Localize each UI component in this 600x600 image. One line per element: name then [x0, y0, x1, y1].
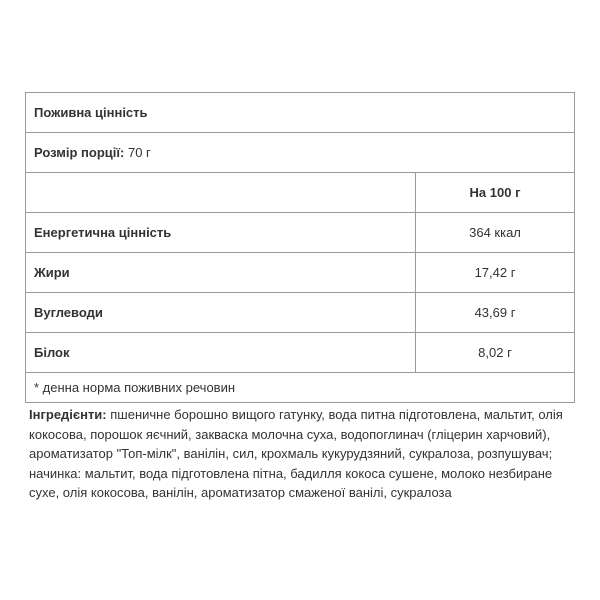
nutrient-value: 8,02 г — [416, 333, 575, 373]
nutrition-table — [25, 92, 575, 403]
table-row — [26, 253, 575, 293]
table-row — [26, 333, 575, 373]
serving-size-cell — [26, 133, 575, 173]
ingredients-paragraph — [29, 405, 574, 503]
nutrient-name: Вуглеводи — [26, 293, 416, 333]
nutrient-value: 43,69 г — [416, 293, 575, 333]
nutrient-value: 364 ккал — [416, 213, 575, 253]
column-header-empty — [26, 173, 416, 213]
serving-size-value: 70 г — [124, 145, 151, 160]
nutrient-name: Енергетична цінність — [26, 213, 416, 253]
ingredients-text: пшеничне борошно вищого гатунку, вода питна підготовлена, мальтит, олія кокосова, порошок яєчний, закваска молочна суха, водопоглинач (гліцерин харчовий), ароматизатор "Топ-мілк", ванілін, сил, крохмаль кукурудзяний, сукралоза, розпушувач; начинка: мальтит, вода підготовлена пітна, бадилля кокоса сушене, молоко незбиране сухе, олія кокосова, ванілін, ароматизатор смаженої ванілі, сукралоза — [29, 407, 563, 500]
serving-size-label: Розмір порції: — [34, 145, 125, 160]
footnote-row — [26, 373, 575, 403]
table-row — [26, 293, 575, 333]
column-header-per-100g: На 100 г — [416, 173, 575, 213]
serving-size-row — [26, 133, 575, 173]
nutrient-name: Жири — [26, 253, 416, 293]
nutrient-name: Білок — [26, 333, 416, 373]
nutrient-value: 17,42 г — [416, 253, 575, 293]
table-row — [26, 213, 575, 253]
table-title-row — [26, 93, 575, 133]
ingredients-label: Інгредієнти: — [29, 407, 107, 422]
column-header-row — [26, 173, 575, 213]
footnote: * денна норма поживних речовин — [26, 373, 575, 403]
nutrition-title: Поживна цінність — [26, 93, 575, 133]
